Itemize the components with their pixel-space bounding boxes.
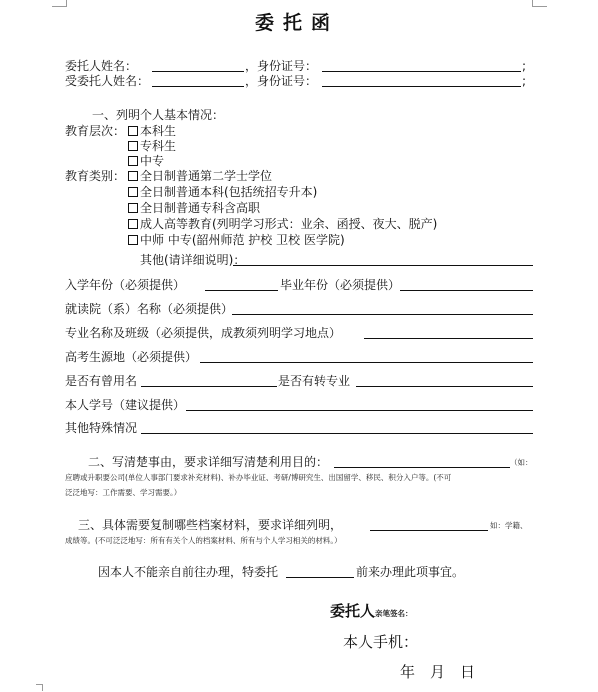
edu-type-option[interactable]: 全日制普通第二学士学位 bbox=[128, 170, 272, 182]
client-name-field[interactable] bbox=[152, 71, 244, 72]
crop-mark-top-right bbox=[532, 0, 547, 7]
section2-note-line2: 应聘或升职要公司(单位人事部门要求补充材料)、补办毕业证、考研/博研究生、出国留学、移民、积分入户等。(不可 bbox=[65, 473, 452, 482]
checkbox[interactable] bbox=[128, 171, 138, 181]
edu-level-option[interactable]: 本科生 bbox=[128, 125, 176, 137]
section3-note-suffix: 如：学籍、 bbox=[490, 521, 528, 530]
trustee-end-mark: ; bbox=[522, 74, 527, 88]
edu-type-option[interactable]: 全日制普通本科(包括统招专升本) bbox=[128, 186, 317, 198]
date-text: 年 月 日 bbox=[400, 663, 476, 681]
other-field[interactable] bbox=[233, 265, 533, 266]
college-field[interactable] bbox=[232, 314, 533, 315]
trustee-id-label: ，身份证号： bbox=[245, 74, 318, 88]
edu-type-option[interactable]: 中师 中专(韶州师范 护校 卫校 医学院) bbox=[128, 234, 345, 246]
special-field[interactable] bbox=[141, 433, 533, 434]
closing-text-before: 因本人不能亲自前往办理，特委托 bbox=[98, 565, 279, 579]
sign-note: 亲笔签名： bbox=[375, 609, 413, 618]
edu-type-option[interactable]: 成人高等教育(列明学习形式：业余、函授、夜大、脱产) bbox=[128, 218, 437, 230]
document-title: 委托函 bbox=[255, 12, 340, 34]
edu-level-option[interactable]: 专科生 bbox=[128, 140, 176, 152]
trustee-name-field[interactable] bbox=[152, 86, 244, 87]
major-class-field[interactable] bbox=[364, 338, 533, 339]
former-name-field[interactable] bbox=[141, 386, 277, 387]
checkbox[interactable] bbox=[128, 126, 138, 136]
checkbox[interactable] bbox=[128, 203, 138, 213]
origin-label: 高考生源地（必须提供） bbox=[65, 350, 198, 364]
phone-label: 本人手机： bbox=[343, 633, 419, 651]
edu-level-label: 教育层次： bbox=[65, 124, 126, 138]
trustee-id-field[interactable] bbox=[322, 86, 521, 87]
transferred-label: 是否有转专业 bbox=[278, 374, 351, 388]
section1-heading: 一、列明个人基本情况： bbox=[92, 108, 225, 122]
client-id-field[interactable] bbox=[322, 71, 521, 72]
student-id-label: 本人学号（建议提供） bbox=[65, 398, 186, 412]
graduation-year-label: 毕业年份（必须提供） bbox=[280, 278, 401, 292]
checkbox[interactable] bbox=[128, 219, 138, 229]
client-name-label: 委托人姓名： bbox=[65, 59, 138, 73]
section2-field[interactable] bbox=[334, 467, 510, 468]
transferred-field[interactable] bbox=[356, 386, 533, 387]
student-id-field[interactable] bbox=[186, 410, 533, 411]
client-label: 委托人 bbox=[330, 602, 376, 620]
section3-heading: 三、具体需要复制哪些档案材料，要求详细列明， bbox=[78, 518, 343, 532]
checkbox[interactable] bbox=[128, 187, 138, 197]
special-label: 其他特殊情况 bbox=[65, 421, 138, 435]
client-id-label: ，身份证号： bbox=[245, 59, 318, 73]
section3-note-line2: 成绩等。(不可泛泛地写：所有有关个人的档案材料、所有与个人学习相关的材料。） bbox=[65, 536, 342, 545]
edu-type-option[interactable]: 全日制普通专科含高职 bbox=[128, 202, 260, 214]
section2-note-suffix: （如： bbox=[510, 458, 533, 467]
section3-field[interactable] bbox=[370, 530, 488, 531]
admission-year-field[interactable] bbox=[205, 290, 278, 291]
trustee-name-label: 受委托人姓名： bbox=[65, 74, 150, 88]
trustee-blank[interactable] bbox=[286, 577, 354, 578]
crop-mark-top-left bbox=[52, 0, 67, 7]
edu-type-label: 教育类别： bbox=[65, 169, 126, 183]
former-name-label: 是否有曾用名 bbox=[65, 374, 138, 388]
edu-level-option[interactable]: 中专 bbox=[128, 155, 164, 167]
crop-mark-bottom-left bbox=[36, 684, 43, 691]
major-class-label: 专业名称及班级（必须提供，成教须列明学习地点） bbox=[65, 326, 342, 340]
college-label: 就读院（系）名称（必须提供） bbox=[65, 302, 234, 316]
client-end-mark: ; bbox=[522, 59, 527, 73]
origin-field[interactable] bbox=[200, 362, 533, 363]
checkbox[interactable] bbox=[128, 141, 138, 151]
graduation-year-field[interactable] bbox=[400, 290, 533, 291]
other-label: 其他(请详细说明)： bbox=[140, 253, 246, 267]
client-signature-label bbox=[330, 604, 413, 619]
section2-note-line3: 泛泛地写：工作需要、学习需要。） bbox=[65, 488, 182, 497]
closing-text-after: 前来办理此项事宜。 bbox=[356, 565, 465, 579]
section2-heading: 二、写清楚事由，要求详细写清楚利用目的： bbox=[88, 455, 329, 469]
admission-year-label: 入学年份（必须提供） bbox=[65, 278, 186, 292]
checkbox[interactable] bbox=[128, 156, 138, 166]
checkbox[interactable] bbox=[128, 235, 138, 245]
